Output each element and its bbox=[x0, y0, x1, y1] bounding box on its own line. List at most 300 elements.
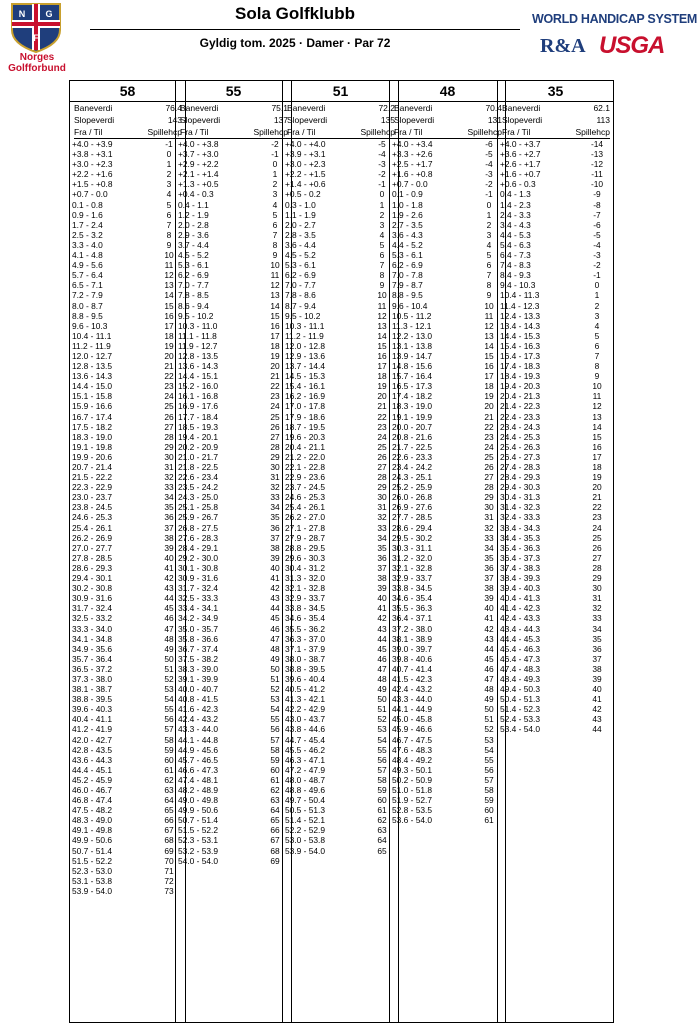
hcp-index-range: 52.3 - 53.0 bbox=[72, 865, 113, 876]
table-row bbox=[285, 401, 395, 411]
table-row bbox=[285, 583, 395, 593]
hcp-index-range: +0.5 - 0.2 bbox=[285, 189, 321, 200]
hcp-index-range: +4.0 - +3.7 bbox=[500, 139, 541, 149]
playing-handicap: 65 bbox=[164, 805, 174, 816]
hcp-index-range: 19.4 - 20.3 bbox=[500, 381, 541, 392]
table-row bbox=[72, 472, 182, 482]
playing-handicap: 22 bbox=[592, 502, 602, 513]
hcp-index-range: 6.2 - 6.9 bbox=[285, 270, 316, 281]
playing-handicap: 27 bbox=[270, 431, 280, 442]
table-row bbox=[178, 371, 288, 381]
playing-handicap: 49 bbox=[377, 684, 387, 695]
hcp-index-range: 40.0 - 40.7 bbox=[178, 684, 219, 695]
table-row bbox=[178, 815, 288, 825]
hcp-index-range: 12.2 - 13.0 bbox=[392, 330, 433, 341]
hcp-index-range: 37.5 - 38.2 bbox=[178, 653, 219, 664]
playing-handicap: 48 bbox=[270, 643, 280, 654]
playing-handicap: 8 bbox=[594, 361, 600, 372]
playing-handicap: 3 bbox=[166, 179, 172, 190]
table-row bbox=[178, 341, 288, 351]
hcp-index-range: 13.9 - 14.7 bbox=[392, 350, 433, 361]
hcp-index-range: +2.9 - +2.2 bbox=[178, 159, 219, 170]
playing-handicap: 57 bbox=[270, 734, 280, 745]
table-row bbox=[500, 593, 610, 603]
ra-logo: R&A bbox=[540, 35, 586, 57]
table-row bbox=[392, 785, 502, 795]
hcp-index-range: 0.1 - 0.8 bbox=[72, 199, 103, 210]
hcp-index-range: 48.4 - 49.2 bbox=[392, 754, 433, 765]
table-row bbox=[285, 502, 395, 512]
playing-handicap: 5 bbox=[594, 330, 600, 341]
hcp-index-range: 41.5 - 42.3 bbox=[392, 673, 433, 684]
playing-handicap: 66 bbox=[164, 815, 174, 826]
table-row bbox=[72, 422, 182, 432]
hcp-index-range: 26.9 - 27.6 bbox=[392, 502, 433, 513]
playing-handicap: 53 bbox=[270, 694, 280, 705]
hcp-index-range: 22.9 - 23.6 bbox=[285, 472, 326, 483]
hcp-index-range: 17.0 - 17.8 bbox=[285, 401, 326, 412]
playing-handicap: 28 bbox=[270, 441, 280, 452]
playing-handicap: 42 bbox=[377, 613, 387, 624]
playing-handicap: 47 bbox=[270, 633, 280, 644]
table-row bbox=[72, 825, 182, 835]
playing-handicap: 37 bbox=[164, 522, 174, 533]
table-row bbox=[72, 603, 182, 613]
playing-handicap: 25 bbox=[484, 451, 494, 462]
hcp-index-range: 49.7 - 50.4 bbox=[285, 795, 326, 806]
playing-handicap: 20 bbox=[592, 482, 602, 493]
playing-handicap: -4 bbox=[485, 159, 493, 170]
table-row bbox=[500, 422, 610, 432]
table-row bbox=[392, 593, 502, 603]
hcp-index-range: 19.1 - 19.8 bbox=[72, 441, 113, 452]
playing-handicap: 29 bbox=[164, 441, 174, 452]
hcp-index-range: +4.0 - +3.9 bbox=[72, 139, 113, 149]
playing-handicap: 35 bbox=[484, 552, 494, 563]
table-row bbox=[285, 835, 395, 845]
playing-handicap: -1 bbox=[271, 149, 279, 160]
playing-handicap: 56 bbox=[377, 754, 387, 765]
table-row bbox=[178, 704, 288, 714]
hcp-index-range: 45.9 - 46.6 bbox=[392, 724, 433, 735]
table-row bbox=[72, 512, 182, 522]
playing-handicap: 37 bbox=[377, 562, 387, 573]
hcp-index-range: 38.8 - 39.5 bbox=[72, 694, 113, 705]
table-row bbox=[500, 492, 610, 502]
table-row bbox=[285, 432, 395, 442]
slopeverdi-row-label: Slopeverdi bbox=[502, 115, 543, 125]
hcp-index-range: 0.4 - 1.1 bbox=[178, 199, 209, 210]
table-row bbox=[72, 543, 182, 553]
table-row bbox=[72, 270, 182, 280]
table-row bbox=[500, 624, 610, 634]
playing-handicap: 39 bbox=[377, 583, 387, 594]
playing-handicap: 3 bbox=[594, 310, 600, 321]
table-row bbox=[178, 724, 288, 734]
table-row bbox=[72, 664, 182, 674]
table-row bbox=[178, 290, 288, 300]
hcp-index-range: 4.4 - 5.3 bbox=[500, 229, 531, 240]
hcp-index-range: 45.0 - 45.8 bbox=[392, 714, 433, 725]
playing-handicap: -12 bbox=[590, 159, 604, 170]
playing-handicap: 63 bbox=[270, 795, 280, 806]
table-row bbox=[178, 735, 288, 745]
hcp-index-range: +3.0 - +2.3 bbox=[285, 159, 326, 170]
hcp-index-range: 24.3 - 25.1 bbox=[392, 472, 433, 483]
playing-handicap: 12 bbox=[484, 320, 494, 331]
hcp-index-range: 40.7 - 41.4 bbox=[392, 663, 433, 674]
tee-info bbox=[283, 102, 398, 139]
hcp-index-range: 15.1 - 15.8 bbox=[72, 391, 113, 402]
table-row bbox=[285, 422, 395, 432]
table-row bbox=[500, 654, 610, 664]
playing-handicap: 61 bbox=[484, 815, 494, 826]
table-row bbox=[500, 563, 610, 573]
table-row bbox=[178, 563, 288, 573]
table-row bbox=[72, 795, 182, 805]
table-row bbox=[500, 482, 610, 492]
playing-handicap: 16 bbox=[270, 320, 280, 331]
hcp-index-range: 45.2 - 45.9 bbox=[72, 774, 113, 785]
table-row bbox=[178, 200, 288, 210]
playing-handicap: 57 bbox=[164, 724, 174, 735]
playing-handicap: 52 bbox=[484, 724, 494, 735]
table-row bbox=[392, 149, 502, 159]
table-row bbox=[178, 775, 288, 785]
slopeverdi-row bbox=[180, 114, 288, 126]
slopeverdi-row-value: 143 bbox=[167, 115, 182, 125]
tee-column bbox=[282, 80, 399, 1023]
table-row bbox=[285, 351, 395, 361]
playing-handicap: 40 bbox=[377, 593, 387, 604]
hcp-index-range: 33.3 - 34.0 bbox=[72, 623, 113, 634]
hcp-index-range: 21.5 - 22.2 bbox=[72, 472, 113, 483]
playing-handicap: 14 bbox=[592, 421, 602, 432]
hcp-index-range: 3.3 - 4.0 bbox=[72, 239, 103, 250]
table-row bbox=[392, 563, 502, 573]
table-row bbox=[285, 593, 395, 603]
table-row bbox=[72, 765, 182, 775]
hcp-index-range: 43.3 - 44.0 bbox=[392, 694, 433, 705]
table-row bbox=[392, 502, 502, 512]
playing-handicap: 57 bbox=[377, 764, 387, 775]
hcp-index-range: 38.3 - 39.0 bbox=[178, 663, 219, 674]
hcp-index-range: 22.3 - 22.9 bbox=[72, 482, 113, 493]
table-row bbox=[285, 200, 395, 210]
hcp-index-range: +4.0 - +3.4 bbox=[392, 139, 433, 149]
handicap-rows bbox=[390, 139, 505, 825]
table-row bbox=[285, 371, 395, 381]
table-row bbox=[72, 523, 182, 533]
playing-handicap: 38 bbox=[270, 542, 280, 553]
table-row bbox=[500, 301, 610, 311]
hcp-index-range: 13.4 - 14.3 bbox=[500, 320, 541, 331]
hcp-index-range: 4.5 - 5.2 bbox=[178, 250, 209, 261]
playing-handicap: 31 bbox=[484, 512, 494, 523]
hcp-index-range: 18.4 - 19.3 bbox=[500, 371, 541, 382]
playing-handicap: 21 bbox=[592, 492, 602, 503]
hcp-index-range: 8.8 - 9.5 bbox=[72, 310, 103, 321]
table-row bbox=[392, 724, 502, 734]
hcp-index-range: 54.0 - 54.0 bbox=[178, 855, 219, 866]
playing-handicap: 62 bbox=[164, 774, 174, 785]
hcp-index-range: 39.4 - 40.3 bbox=[500, 583, 541, 594]
playing-handicap: 63 bbox=[377, 825, 387, 836]
playing-handicap: 61 bbox=[377, 805, 387, 816]
hcp-index-range: 40.4 - 41.3 bbox=[500, 593, 541, 604]
table-row bbox=[285, 755, 395, 765]
playing-handicap: 23 bbox=[164, 381, 174, 392]
playing-handicap: 50 bbox=[270, 663, 280, 674]
hcp-index-range: 49.9 - 50.6 bbox=[178, 805, 219, 816]
table-row bbox=[392, 573, 502, 583]
hcp-index-range: 34.6 - 35.4 bbox=[285, 613, 326, 624]
table-row bbox=[392, 735, 502, 745]
playing-handicap: 25 bbox=[270, 411, 280, 422]
table-row bbox=[178, 331, 288, 341]
hcp-index-range: 12.0 - 12.8 bbox=[285, 340, 326, 351]
playing-handicap: 53 bbox=[484, 734, 494, 745]
table-row bbox=[285, 674, 395, 684]
table-row bbox=[500, 321, 610, 331]
playing-handicap: 19 bbox=[377, 381, 387, 392]
hcp-index-range: 6.4 - 7.3 bbox=[500, 250, 531, 261]
table-row bbox=[285, 634, 395, 644]
hcp-index-range: 15.2 - 16.0 bbox=[178, 381, 219, 392]
hcp-index-range: +1.6 - +0.8 bbox=[392, 169, 433, 180]
table-row bbox=[72, 442, 182, 452]
table-row bbox=[285, 624, 395, 634]
table-row bbox=[392, 644, 502, 654]
playing-handicap: 0 bbox=[166, 149, 172, 160]
table-row bbox=[500, 341, 610, 351]
table-row bbox=[392, 624, 502, 634]
table-row bbox=[72, 745, 182, 755]
table-row bbox=[72, 694, 182, 704]
table-row bbox=[72, 624, 182, 634]
slopeverdi-row-value: 137 bbox=[273, 115, 288, 125]
table-row bbox=[392, 654, 502, 664]
table-row bbox=[392, 583, 502, 593]
hcp-index-range: 25.4 - 26.1 bbox=[72, 522, 113, 533]
playing-handicap: 6 bbox=[272, 219, 278, 230]
playing-handicap: -10 bbox=[590, 179, 604, 190]
playing-handicap: -2 bbox=[378, 169, 386, 180]
playing-handicap: 64 bbox=[377, 835, 387, 846]
hcp-index-range: 10.4 - 11.1 bbox=[72, 330, 112, 341]
playing-handicap: 30 bbox=[270, 462, 280, 472]
table-row bbox=[178, 624, 288, 634]
table-header-row-value: Spillehcp bbox=[253, 127, 288, 137]
table-row bbox=[500, 169, 610, 179]
table-row bbox=[500, 533, 610, 543]
hcp-index-range: 12.8 - 13.5 bbox=[178, 350, 219, 361]
playing-handicap: -2 bbox=[485, 179, 493, 190]
playing-handicap: 1 bbox=[594, 290, 600, 301]
hcp-index-range: 20.2 - 20.9 bbox=[178, 441, 219, 452]
hcp-index-range: 47.2 - 47.9 bbox=[285, 764, 326, 775]
playing-handicap: 16 bbox=[484, 361, 494, 372]
table-row bbox=[285, 159, 395, 169]
playing-handicap: 17 bbox=[592, 451, 602, 462]
table-row bbox=[392, 765, 502, 775]
table-row bbox=[178, 159, 288, 169]
playing-handicap: 28 bbox=[484, 482, 494, 493]
table-row bbox=[178, 179, 288, 189]
table-row bbox=[178, 482, 288, 492]
playing-handicap: 69 bbox=[270, 855, 280, 866]
hcp-index-range: 29.5 - 30.2 bbox=[392, 532, 433, 543]
table-row bbox=[500, 159, 610, 169]
table-row bbox=[285, 139, 395, 149]
baneverdi-row-label: Baneverdi bbox=[74, 103, 113, 113]
table-row bbox=[285, 553, 395, 563]
playing-handicap: 38 bbox=[484, 583, 494, 594]
hcp-index-range: 34.2 - 34.9 bbox=[178, 613, 219, 624]
playing-handicap: 22 bbox=[270, 381, 280, 392]
table-row bbox=[500, 523, 610, 533]
federation-name-line1: Norges bbox=[19, 52, 55, 63]
hcp-index-range: 40.4 - 41.1 bbox=[72, 714, 113, 725]
hcp-index-range: 6.2 - 6.9 bbox=[392, 260, 423, 271]
hcp-index-range: 30.3 - 31.1 bbox=[392, 542, 433, 553]
playing-handicap: 64 bbox=[270, 805, 280, 816]
hcp-index-range: 16.7 - 17.4 bbox=[72, 411, 113, 422]
playing-handicap: 5 bbox=[166, 199, 172, 210]
playing-handicap: 4 bbox=[379, 229, 385, 240]
playing-handicap: 47 bbox=[377, 663, 387, 674]
table-row bbox=[392, 301, 502, 311]
playing-handicap: 10 bbox=[377, 290, 387, 301]
table-row bbox=[72, 220, 182, 230]
handicap-rows bbox=[498, 139, 613, 735]
playing-handicap: 55 bbox=[164, 704, 174, 715]
playing-handicap: 9 bbox=[272, 250, 278, 261]
hcp-index-range: 23.0 - 23.7 bbox=[72, 492, 113, 503]
playing-handicap: 55 bbox=[377, 744, 387, 755]
hcp-index-range: 17.7 - 18.4 bbox=[178, 411, 219, 422]
table-row bbox=[178, 270, 288, 280]
hcp-index-range: 4.9 - 5.6 bbox=[72, 260, 103, 271]
federation-name-line2: Golfforbund bbox=[8, 63, 66, 74]
playing-handicap: 32 bbox=[484, 522, 494, 533]
hcp-index-range: 38.0 - 38.7 bbox=[285, 653, 326, 664]
slopeverdi-row bbox=[287, 114, 395, 126]
table-row bbox=[392, 523, 502, 533]
hcp-index-range: 5.3 - 6.1 bbox=[285, 260, 316, 271]
hcp-index-range: 7.9 - 8.7 bbox=[392, 280, 423, 291]
hcp-index-range: 25.1 - 25.8 bbox=[178, 502, 219, 513]
playing-handicap: 40 bbox=[270, 562, 280, 573]
hcp-index-range: 43.3 - 44.0 bbox=[178, 724, 219, 735]
hcp-index-range: 13.6 - 14.3 bbox=[72, 371, 113, 382]
hcp-index-range: +1.5 - +0.8 bbox=[72, 179, 113, 190]
playing-handicap: 24 bbox=[592, 522, 602, 533]
hcp-index-range: 2.5 - 3.2 bbox=[72, 229, 103, 240]
hcp-index-range: 10.4 - 11.3 bbox=[500, 290, 540, 301]
hcp-index-range: 4.1 - 4.8 bbox=[72, 250, 103, 261]
playing-handicap: 45 bbox=[377, 643, 387, 654]
hcp-index-range: 14.4 - 15.1 bbox=[178, 371, 219, 382]
playing-handicap: 51 bbox=[377, 704, 387, 715]
playing-handicap: 59 bbox=[377, 785, 387, 795]
playing-handicap: 39 bbox=[592, 673, 602, 684]
hcp-index-range: 49.0 - 49.8 bbox=[178, 795, 219, 806]
playing-handicap: 17 bbox=[377, 361, 387, 372]
playing-handicap: 34 bbox=[592, 623, 602, 634]
slopeverdi-row-label: Slopeverdi bbox=[394, 115, 435, 125]
hcp-index-range: 28.8 - 29.5 bbox=[285, 542, 326, 553]
playing-handicap: 24 bbox=[164, 391, 174, 402]
table-row bbox=[392, 714, 502, 724]
hcp-index-range: 48.2 - 48.9 bbox=[178, 785, 219, 795]
hcp-index-range: 20.7 - 21.4 bbox=[72, 462, 113, 472]
hcp-index-range: 24.6 - 25.3 bbox=[285, 492, 326, 503]
playing-handicap: 12 bbox=[270, 280, 280, 291]
playing-handicap: 51 bbox=[270, 673, 280, 684]
table-row bbox=[285, 563, 395, 573]
hcp-index-range: 31.3 - 32.0 bbox=[285, 573, 326, 584]
table-row bbox=[178, 412, 288, 422]
playing-handicap: 2 bbox=[594, 300, 600, 311]
hcp-index-range: 34.4 - 35.3 bbox=[500, 532, 541, 543]
table-row bbox=[72, 553, 182, 563]
hcp-index-range: 11.1 - 11.8 bbox=[178, 330, 217, 341]
hcp-index-range: 7.8 - 8.6 bbox=[285, 290, 316, 301]
table-row bbox=[72, 391, 182, 401]
handicap-rows bbox=[70, 139, 185, 896]
table-row bbox=[72, 563, 182, 573]
hcp-index-range: 45.7 - 46.5 bbox=[178, 754, 219, 765]
playing-handicap: 6 bbox=[379, 250, 385, 261]
table-row bbox=[392, 311, 502, 321]
hcp-index-range: 38.4 - 39.3 bbox=[500, 573, 541, 584]
playing-handicap: 49 bbox=[270, 653, 280, 664]
logo-letter-n: N bbox=[18, 9, 26, 19]
playing-handicap: 36 bbox=[270, 522, 280, 533]
table-row bbox=[285, 694, 395, 704]
playing-handicap: 57 bbox=[484, 774, 494, 785]
playing-handicap: 39 bbox=[164, 542, 174, 553]
table-row bbox=[392, 210, 502, 220]
hcp-index-range: 9.6 - 10.3 bbox=[72, 320, 108, 331]
playing-handicap: 68 bbox=[164, 835, 174, 846]
slopeverdi-row-value: 131 bbox=[487, 115, 502, 125]
table-row bbox=[72, 835, 182, 845]
playing-handicap: 18 bbox=[377, 371, 387, 382]
table-row bbox=[72, 684, 182, 694]
playing-handicap: 9 bbox=[594, 371, 600, 382]
playing-handicap: 32 bbox=[377, 512, 387, 523]
table-row bbox=[500, 442, 610, 452]
hcp-index-range: 19.6 - 20.3 bbox=[285, 431, 326, 442]
hcp-index-range: 3.4 - 4.3 bbox=[500, 219, 531, 230]
hcp-index-range: 51.4 - 52.1 bbox=[285, 815, 326, 826]
table-row bbox=[72, 250, 182, 260]
playing-handicap: 63 bbox=[164, 785, 174, 795]
playing-handicap: 28 bbox=[377, 472, 387, 483]
hcp-index-range: 27.7 - 28.5 bbox=[392, 512, 433, 523]
playing-handicap: -1 bbox=[378, 179, 386, 190]
table-row bbox=[500, 371, 610, 381]
hcp-index-range: 48.0 - 48.7 bbox=[285, 774, 326, 785]
table-row bbox=[500, 502, 610, 512]
playing-handicap: -2 bbox=[271, 139, 279, 149]
hcp-index-range: 20.0 - 20.7 bbox=[392, 421, 433, 432]
hcp-index-range: 46.6 - 47.3 bbox=[178, 764, 219, 775]
playing-handicap: 27 bbox=[377, 462, 387, 472]
hcp-index-range: 11.2 - 11.9 bbox=[285, 330, 324, 341]
